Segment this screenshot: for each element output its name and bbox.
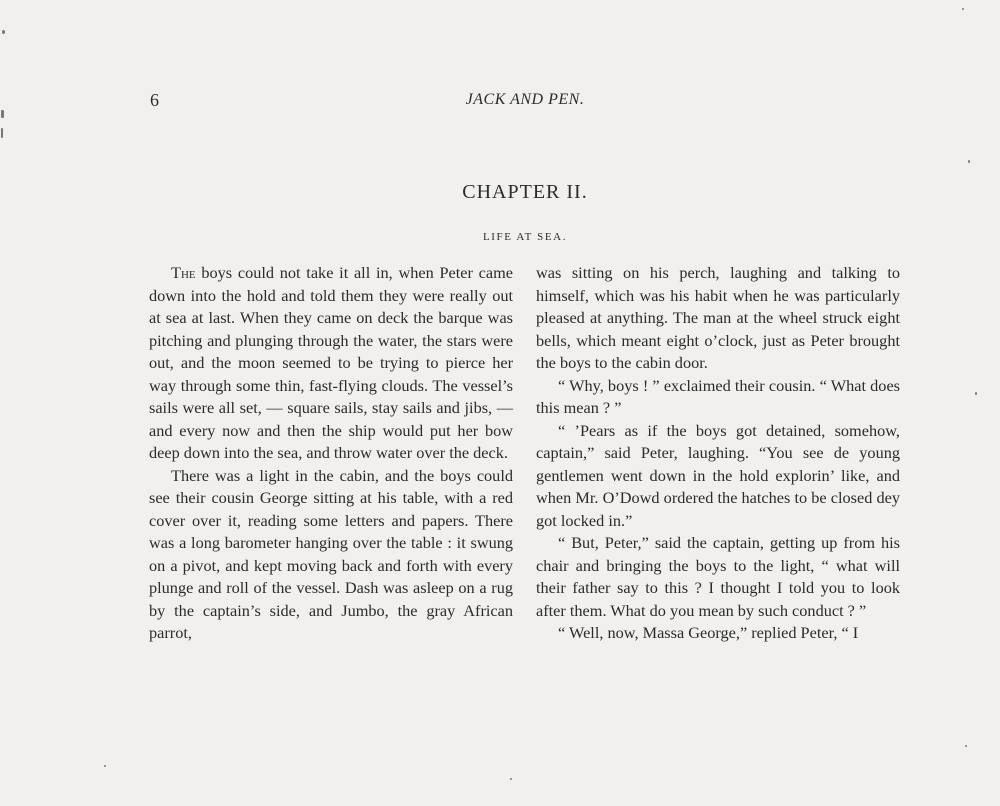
- paragraph: “ ’Pears as if the boys got detained, somehow, captain,” said Peter, laughing. “You see de young gentlemen went down in the hold explorin’ like, and when Mr. O’Dowd ordered the hatches to be closed dey got locked in.”: [536, 420, 900, 530]
- opening-word: The: [171, 263, 196, 282]
- left-column: [149, 262, 513, 645]
- running-head: JACK AND PEN.: [465, 91, 585, 108]
- chapter-title: CHAPTER II.: [462, 181, 588, 203]
- paragraph: “ Why, boys ! ” exclaimed their cousin. “ What does this mean ? ”: [536, 375, 900, 417]
- paragraph: was sitting on his perch, laughing and talking to himself, which was his habit when he was particularly pleased at anything. The man at the wheel struck eight bells, which meant eight o’clock, just as Peter brought the boys to the cabin door.: [536, 263, 900, 372]
- scan-speck: [104, 765, 106, 767]
- paragraph: [149, 262, 513, 465]
- chapter-subtitle: LIFE AT SEA.: [482, 231, 568, 243]
- scan-speck: [1, 110, 4, 118]
- page-number: 6: [150, 90, 159, 110]
- paragraph-text: boys could not take it all in, when Peter came down into the hold and told them they were really out at sea at last. When they came on deck the barque was pitching and plunging through the water, the stars were out, and the moon seemed to be trying to pierce her way through some thin, fast-flying clouds. The vessel’s sails were all set, — square sails, stay sails and jibs, — and every now and then the ship would put her bow deep down into the sea, and throw water over the deck.: [149, 263, 513, 462]
- paragraph: “ Well, now, Massa George,” replied Peter, “ I: [558, 623, 859, 642]
- scan-speck: [962, 8, 964, 10]
- scan-speck: [968, 160, 970, 163]
- scan-speck: [510, 778, 512, 780]
- scan-speck: [965, 745, 967, 747]
- scan-speck: [1, 128, 3, 138]
- scan-speck: [2, 30, 5, 34]
- scan-speck: [975, 392, 977, 395]
- right-column: [536, 262, 900, 645]
- paragraph: There was a light in the cabin, and the boys could see their cousin George sitting at his table, with a red cover over it, reading some letters and papers. There was a long barometer hanging over the table : it swung on a pivot, and kept moving back and forth with every plunge and roll of the vessel. Dash was asleep on a rug by the captain’s side, and Jumbo, the gray African parrot,: [149, 465, 513, 642]
- paragraph: “ But, Peter,” said the captain, getting up from his chair and bringing the boys to the light, “ what will their father say to this ? I thought I told you to look after them. What do you mean by such conduct ? ”: [536, 533, 900, 620]
